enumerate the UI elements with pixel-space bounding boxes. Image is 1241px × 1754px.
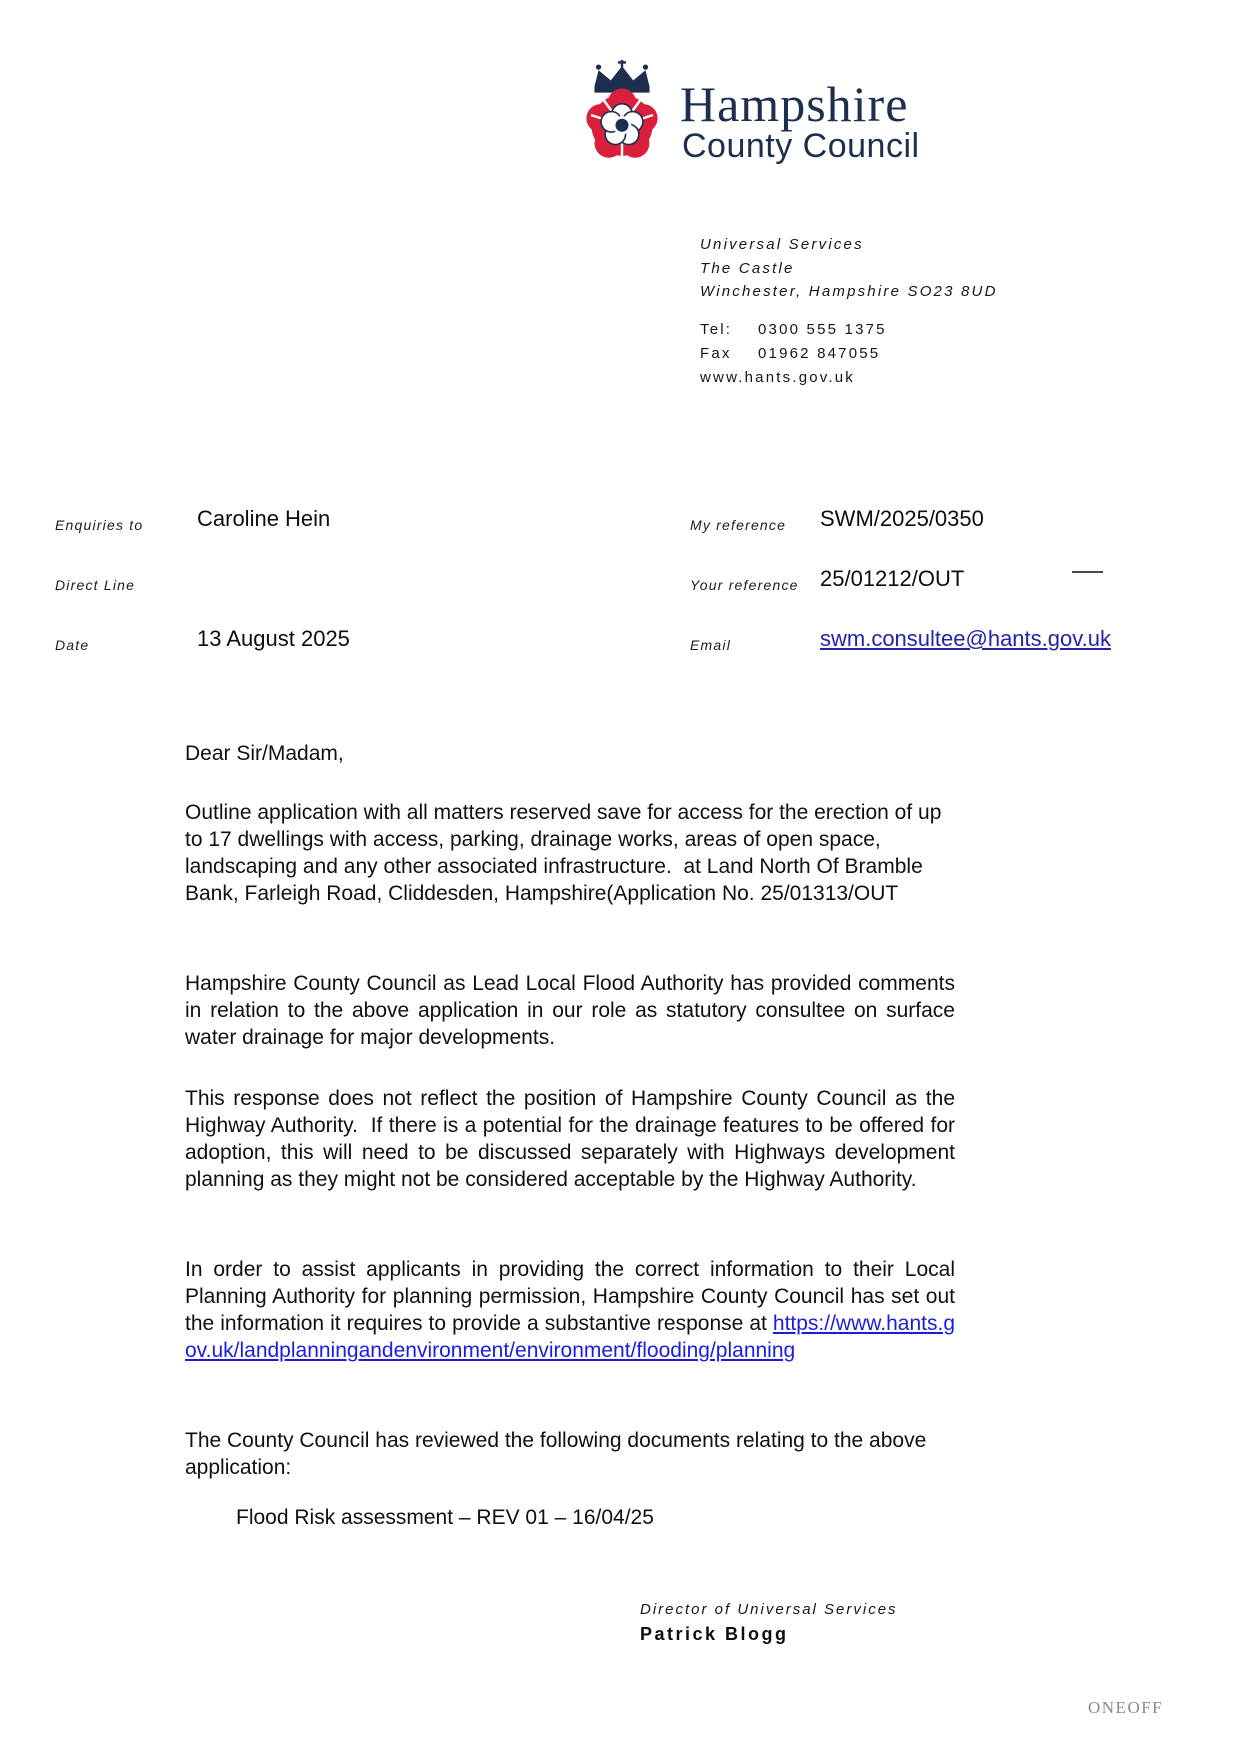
fax-line <box>700 342 887 366</box>
council-name-primary: Hampshire <box>680 76 909 132</box>
letter-paragraph-reviewed-documents: The County Council has reviewed the following documents relating to the above application: <box>185 1429 927 1479</box>
letter-paragraph-subject: Outline application with all matters reserved save for access for the erection of up to 17 dwellings with access, parking, drainage works, areas of open space, landscaping and any other associated infrastructure. at Land North Of Bramble Bank, Farleigh Road, Cliddesden, Hampshire(Application No. 25/01313/OUT <box>185 801 942 905</box>
oneoff-watermark: ONEOFF <box>1088 1698 1164 1717</box>
council-name-secondary: County Council <box>682 127 920 165</box>
signoff-name: Patrick Blogg <box>640 1624 789 1644</box>
department-name: Universal Services <box>700 236 864 253</box>
salutation: Dear Sir/Madam, <box>185 742 344 765</box>
letter-paragraph-guidance <box>185 1256 955 1364</box>
email-label: Email <box>690 637 732 653</box>
guidance-text: In order to assist applicants in providing the correct information to their Local Planning Authority for planning permission, Hampshire County Council has set out the information it requires to provide a substantive response at <box>185 1258 955 1335</box>
letter-paragraph-highway: This response does not reflect the position of Hampshire County Council as the Highway Authority. If there is a potential for the drainage features to be offered for adoption, this will need to be discussed separately with Highways development planning as they might not be considered acceptable by the Highway Authority. <box>185 1087 955 1191</box>
direct-line-label: Direct Line <box>55 577 136 593</box>
fax-number: 01962 847055 <box>758 345 881 362</box>
enquiries-to-value: Caroline Hein <box>197 506 331 531</box>
date-value: 13 August 2025 <box>197 626 350 651</box>
your-reference-label: Your reference <box>690 577 799 593</box>
signoff-title: Director of Universal Services <box>640 1601 898 1618</box>
council-crest <box>584 60 660 162</box>
consultee-email-link[interactable]: swm.consultee@hants.gov.uk <box>820 626 1111 651</box>
reviewed-document-item: Flood Risk assessment – REV 01 – 16/04/25 <box>236 1506 654 1529</box>
telephone-number: 0300 555 1375 <box>758 321 887 338</box>
telephone-label: Tel: <box>700 321 733 338</box>
letterhead-contact-block <box>700 318 887 390</box>
fax-label: Fax <box>700 345 732 362</box>
website-url: www.hants.gov.uk <box>700 369 855 386</box>
letter-paragraph-flood-authority: Hampshire County Council as Lead Local Flood Authority has provided comments in relation to the above application in our role as statutory consultee on surface water drainage for major developments. <box>185 972 955 1049</box>
date-label: Date <box>55 637 90 653</box>
telephone-line <box>700 318 887 342</box>
flooding-planning-guidance-link[interactable]: https://www.hants.gov.uk/landplanningandenvironment/environment/flooding/planning <box>185 1312 955 1362</box>
crest-crown-and-rose-icon <box>584 60 660 162</box>
letterhead-address-block <box>700 233 998 304</box>
your-reference-value: 25/01212/OUT <box>820 566 965 591</box>
my-reference-label: My reference <box>690 517 787 533</box>
enquiries-to-label: Enquiries to <box>55 517 144 533</box>
margin-dash-mark <box>1072 571 1103 573</box>
address-line-1: The Castle <box>700 259 795 277</box>
my-reference-value: SWM/2025/0350 <box>820 506 984 531</box>
address-line-2: Winchester, Hampshire SO23 8UD <box>700 283 998 300</box>
